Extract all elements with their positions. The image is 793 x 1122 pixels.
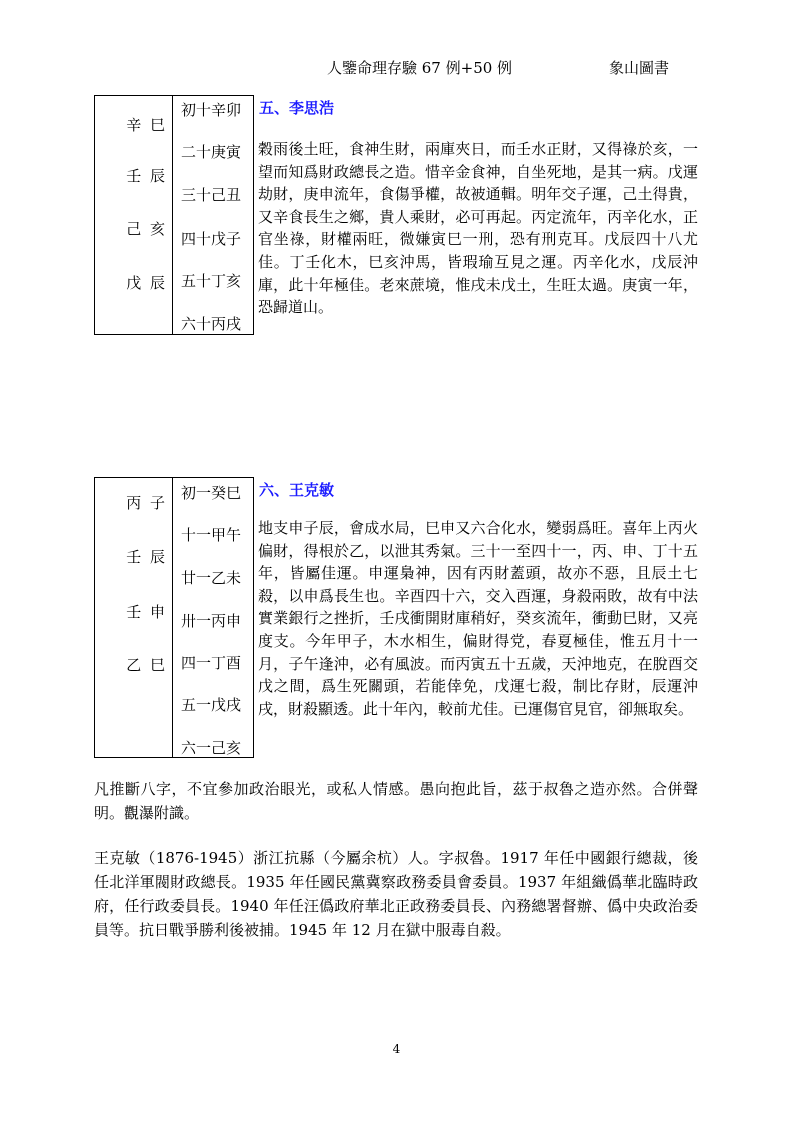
luck-period: 六一己亥 [181, 739, 242, 757]
luck-period: 五十丁亥 [181, 272, 242, 290]
luck-period: 卅一丙申 [181, 612, 242, 630]
bazi-chart [94, 477, 254, 758]
pillar-hour: 戊 辰 [126, 274, 167, 292]
luck-period: 四十戊子 [181, 230, 242, 248]
luck-period: 四一丁酉 [181, 654, 242, 672]
pillar-day: 壬 申 [126, 603, 167, 621]
case-title: 五、李思浩 [259, 99, 335, 117]
luck-period: 初十辛卯 [181, 101, 242, 119]
pillar-month: 壬 辰 [126, 548, 167, 566]
pillar-day: 己 亥 [126, 220, 167, 238]
pillar-hour: 乙 巳 [126, 656, 167, 674]
note-paragraph: 凡推斷八字，不宜參加政治眼光，或私人情感。愚向抱此旨，茲于叔魯之造亦然。合併聲明。觀瀑附識。 [94, 780, 698, 822]
case-li-sihao [94, 95, 698, 335]
chart-divider [172, 478, 173, 757]
luck-period: 六十丙戌 [181, 315, 242, 333]
case-analysis: 穀雨後土旺，食神生財，兩庫夾日，而壬水正財，又得祿於亥，一望而知爲財政總長之造。惜辛金食神，自坐死地，是其一病。戊運劫財，庚申流年，食傷爭權，故被通輯。明年交子運，己土得貴，又辛食長生之鄉，貴人乘財，必可再起。丙定流年，丙辛化水，正官坐祿，財權兩旺，微嫌寅巳一刑，恐有刑克耳。戊辰四十八尤佳。丁壬化木，巳亥沖馬，皆瑕瑜互見之運。丙辛化水，戊辰沖庫，此十年極佳。老來蔗境，惟戌未戊土，生旺太過。庚寅一年，恐歸道山。 [258, 140, 698, 317]
luck-period: 十一甲午 [181, 526, 242, 544]
luck-period: 五一戊戌 [181, 696, 242, 714]
header-title: 人鑒命理存驗 67 例+50 例 [327, 59, 513, 77]
header-publisher: 象山圖書 [609, 59, 670, 77]
case-wang-kemin [94, 477, 698, 758]
pillar-month: 壬 辰 [126, 167, 167, 185]
case-title: 六、王克敏 [259, 481, 335, 499]
luck-period: 廿一乙未 [181, 569, 242, 587]
luck-period: 二十庚寅 [181, 143, 242, 161]
page-number: 4 [392, 1042, 401, 1056]
biography-paragraph: 王克敏（1876-1945）浙江抗縣（今屬余杭）人。字叔魯。1917 年任中國銀行總裁，後任北洋軍閥財政總長。1935 年任國民黨冀察政務委員會委員。1937 年組織僞華北臨時政府，任行政委員長。1940 年任汪僞政府華北正政務委員長、內務總署督辦、僞中央政治委員等。抗日戰爭勝利後被捕。1945 年 12 月在獄中服毒自殺。 [94, 849, 698, 939]
luck-period: 三十己丑 [181, 186, 242, 204]
bazi-chart [94, 95, 254, 335]
luck-period: 初一癸巳 [181, 484, 242, 502]
pillar-year: 丙 子 [126, 494, 167, 512]
case-analysis: 地支申子辰，會成水局，巳申又六合化水，變弱爲旺。喜年上丙火偏財，得根於乙，以泄其秀氣。三十一至四十一，丙、申、丁十五年，皆屬佳運。申運梟神，因有丙財蓋頭，故亦不惡，且辰土七殺，以申爲長生也。辛酉四十六，交入酉運，身殺兩敗，故有中法實業銀行之挫折，壬戌衝開財庫稍好，癸亥流年，衝動巳財，又亮度支。今年甲子，木水相生，偏財得党，春夏極佳，惟五月十一月，子午逢沖，必有風波。而丙寅五十五歲，天沖地克，在脫酉交戊之間，爲生死關頭，若能倖免，戊運七殺，制比存財，辰運沖戌，財殺顯透。此十年內，較前尤佳。已運傷官見官，卻無取矣。 [258, 519, 698, 718]
chart-divider [172, 96, 173, 334]
pillar-year: 辛 巳 [126, 116, 167, 134]
